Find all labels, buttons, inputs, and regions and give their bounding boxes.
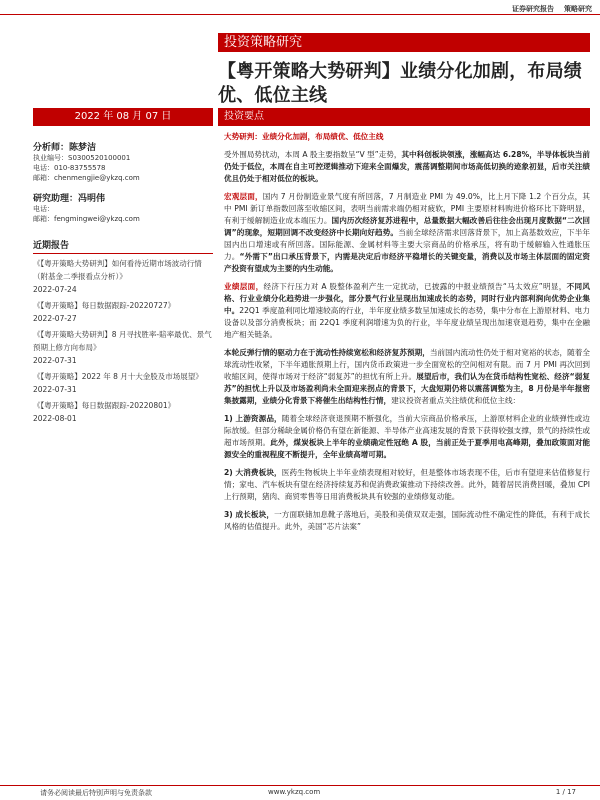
- assistant-email[interactable]: 邮箱：fengmingwei@ykzq.com: [33, 215, 140, 223]
- bold-run: 国内历次经济复苏进程中，总量数据大幅改善后往往会出现月度数据“二次回调”的现象，短期回调不改变经济中长期向好趋势。: [224, 216, 590, 237]
- page-header: [0, 0, 600, 14]
- header-rule: [0, 14, 600, 15]
- text-run: 医药生物板块上半年业绩表现相对较好，但是整体市场表现不佳，后市有望迎来估值修复行情；家电、汽车板块有望在经济持续复苏和促消费政策推动下持续改善。此外，随着居民消费回暖，叠加 CPI 上行预期，猪肉、商贸零售等日用消费板块具有较强的业绩修复动能。: [224, 468, 590, 501]
- report-date: 2022 年 08 月 07 日: [33, 108, 213, 126]
- page-title: 【粤开策略大势研判】业绩分化加剧，布局绩优、低位主线: [218, 61, 582, 106]
- recent-reports-title: 近期报告: [33, 238, 213, 254]
- page-number: 1 / 17: [555, 788, 576, 796]
- paragraph-growth: [224, 509, 590, 533]
- recent-report-link[interactable]: 《【粤开策略大势研判】如何看待近期市场波动行情（附基金二季报看点分析）》: [33, 259, 202, 281]
- sidebar: [33, 140, 213, 425]
- analyst-line: 执业编号：S0300520100001: [33, 154, 131, 162]
- recent-report-link[interactable]: 《【粤开策略】2022 年 8 月十大金股及市场展望》: [33, 372, 203, 381]
- bold-run: 此外，煤炭板块上半年的业绩确定性冠绝 A 股，当前正处于夏季用电高峰期，叠加政策面对能源安全的重视程度不断提升，全年业绩高增可期。: [224, 438, 591, 459]
- bold-run: 不同风格、行业业绩分化趋势进一步强化，部分景气行业呈现出加速成长的态势，同时行业内部利润向优势企业集中。: [224, 282, 591, 315]
- section-heading: 投资要点: [218, 108, 590, 126]
- paragraph-outlook: [224, 347, 590, 407]
- main-content: [224, 129, 590, 539]
- para-label: 3) 成长板块，: [224, 510, 275, 519]
- paragraph-resources: [224, 413, 590, 461]
- paragraph-earnings: [224, 281, 590, 341]
- recent-report-date: 2022-07-27: [33, 314, 77, 323]
- para-label: 业绩层面，: [224, 282, 264, 291]
- disclaimer-note: 请务必阅读最后特别声明与免责条款: [40, 789, 152, 797]
- para-label: 1) 上游资源品，: [224, 414, 282, 423]
- recent-report-link[interactable]: 《【粤开策略】每日数据跟踪-20220727》: [33, 301, 176, 310]
- text-run: 受外围局势扰动，本周 A 股主要指数呈“V 型”走势，: [224, 150, 402, 159]
- assistant-line: 电话：: [33, 205, 54, 213]
- recent-report-date: 2022-07-31: [33, 385, 77, 394]
- summary-heading: 大势研判：业绩分化加剧，布局绩优、低位主线: [224, 132, 384, 141]
- text-run: 当前国内流动性仍处于相对宽裕的状态，随着全球流动性收紧，下半年通胀预期上行，国内货币政策进一步全面宽松的空间相对有限。而 7 月 PMI 再次回到收缩区间，使得市场对于经济“弱复苏”的担忧有所上升。: [224, 348, 590, 381]
- analyst-line: 电话：010-83755578: [33, 164, 106, 172]
- report-type-tag: 证券研究报告: [512, 5, 554, 13]
- website-link[interactable]: www.ykzq.com: [268, 788, 321, 796]
- recent-report-link[interactable]: 《【粤开策略大势研判】8 月寻找胜率-賠率最优、景气预期上修方向布局》: [33, 330, 212, 352]
- bold-run: 本轮反弹行情的驱动力在于流动性持续宽松和经济复苏预期，: [224, 348, 430, 357]
- recent-report-link[interactable]: 《【粤开策略】每日数据跟踪-20220801》: [33, 401, 176, 410]
- recent-report-date: 2022-07-24: [33, 285, 77, 294]
- text-run: 22Q1 季度盈利同比增速较高的行业，半年度业绩多数呈加速成长的态势，集中分布在上游原材料、电力设备以及部分消费板块；而 22Q1 季度利润增速为负的行业，半年度业绩呈现出加速衰退趋势，集中在金融地产相关链条。: [224, 306, 590, 339]
- text-run: 随着全球经济衰退预期不断强化，当前大宗商品价格承压，上游原材料企业的业绩弹性或边际放缓。但部分稀缺金属价格仍有望在新能源、半导体产业高速发展的背景下获得较强支撑，景气的持续性或超市场预期。: [224, 414, 590, 447]
- bold-run: 展望后市，我们认为在货币结构性宽松、经济“弱复苏”的担忧上升以及市场盈利尚未全面迎来拐点的背景下，大盘短期仍将以震荡调整为主，8 月份是半年报密集披露期，业绩分化背景下将催生出结构性行情，: [224, 372, 590, 405]
- recent-report-date: 2022-08-01: [33, 414, 77, 423]
- para-label: 宏观层面，: [224, 192, 263, 201]
- bold-run: 其中科创板块领涨，涨幅高达 6.28%，半导体板块当前仍处于低位，本周在自主可控逻辑推动下迎来全面爆发，震荡调整期间市场高低切换的迹象初显，后市关注绩优且仍处于相对低位的板块。: [224, 150, 590, 183]
- text-run: 国内 7 月份制造业景气度有所回落，7 月制造业 PMI 为 49.0%，比上月下降 1.2 个百分点，其中 PMI 新订单指数回落至收缩区间，表明当前需求端仍相对疲软，PMI 主要原材料购进价格环比下降明显，有利于缓解制造业成本端压力。: [224, 192, 591, 225]
- text-run: 建议投资者重点关注绩优和低位主线：: [391, 396, 521, 405]
- recent-report-date: 2022-07-31: [33, 356, 77, 365]
- paragraph-consumer: [224, 467, 590, 503]
- text-run: 经济下行压力对 A 股整体盈利产生一定扰动，已披露的中报业绩预告“马太效应”明显，: [263, 282, 567, 291]
- text-run: 一方面联储加息靴子落地后，美股和美债双双走强，国际流动性不确定性的降低，有利于成长风格的估值提升。此外，美国“芯片法案”: [224, 510, 590, 531]
- footer-rule: [0, 785, 600, 786]
- analyst-email[interactable]: 邮箱：chenmengjie@ykzq.com: [33, 174, 140, 182]
- para-label: 2) 大消费板块，: [224, 468, 282, 477]
- bold-run: “外需下”出口承压背景下，内需是决定后市经济平稳增长的关键变量，消费以及市场主体层面的固定资产投资有望成为主要的内生动能。: [224, 252, 591, 273]
- paragraph-overview: [224, 149, 590, 185]
- page-footer: [0, 788, 600, 800]
- text-run: 当前全球经济需求回落背景下，加上高基数效应，下半年国内出口增速或有所回落。国际能源、金属材料等主要大宗商品的价格承压，将有助于缓解输入性通胀压力。: [224, 228, 590, 261]
- assistant-title: 研究助理：冯明伟: [33, 194, 106, 204]
- paragraph-macro: [224, 191, 590, 275]
- category-banner: 投资策略研究: [218, 33, 590, 52]
- report-section-tag: 策略研究: [564, 5, 592, 13]
- analyst-title: 分析师：陈梦洁: [33, 143, 97, 153]
